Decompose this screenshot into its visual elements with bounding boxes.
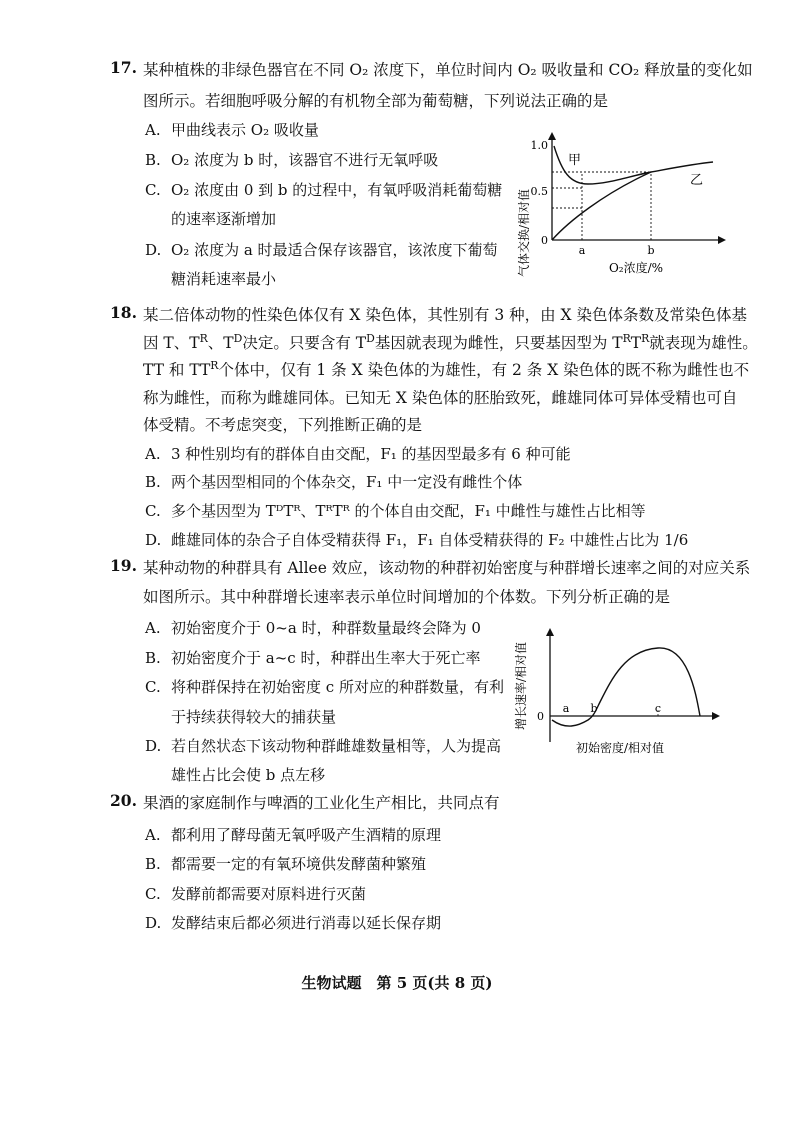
option-b: B. 初始密度介于 a~c 时，种群出生率大于死亡率 — [145, 649, 481, 667]
option-d-continued: 雄性占比会使 b 点左移 — [171, 766, 326, 784]
gas-exchange-figure — [508, 132, 728, 282]
option-a: A. 3 种性别均有的群体自由交配，F₁ 的基因型最多有 6 种可能 — [145, 445, 571, 463]
option-d: D. 若自然状态下该动物种群雌雄数量相等，人为提高 — [145, 737, 502, 755]
x-axis-label: O₂浓度/% — [608, 261, 664, 275]
y-tick: 0.5 — [530, 185, 548, 198]
option-b: B. 两个基因型相同的个体杂交，F₁ 中一定没有雌性个体 — [145, 473, 523, 491]
option-d: D. 发酵结束后都必须进行消毒以延长保存期 — [145, 914, 442, 932]
option-c: C. 将种群保持在初始密度 c 所对应的种群数量，有利 — [145, 678, 504, 696]
option-d: D. O₂ 浓度为 a 时最适合保存该器官，该浓度下葡萄 — [145, 241, 498, 259]
question-stem-line: 如图所示。其中种群增长速率表示单位时间增加的个体数。下列分析正确的是 — [143, 588, 671, 606]
option-c: C. 发酵前都需要对原料进行灭菌 — [145, 885, 367, 903]
option-a: A. 初始密度介于 0~a 时，种群数量最终会降为 0 — [145, 619, 481, 637]
curve-label-yi: 乙 — [690, 173, 704, 188]
question-stem-line: 图所示。若细胞呼吸分解的有机物全部为葡萄糖，下列说法正确的是 — [143, 92, 609, 110]
option-a: A. 都利用了酵母菌无氧呼吸产生酒精的原理 — [145, 826, 442, 844]
x-axis-label: 初始密度/相对值 — [575, 741, 665, 755]
question-stem-line: 因 T、$T^R$、$T^D$决定。只要含有 $T^D$基因就表现为雌性，只要基因型为 $T^RT^R$就表现为雄性。 — [143, 331, 758, 352]
question-stem-line: 果酒的家庭制作与啤酒的工业化生产相比，共同点有 — [143, 794, 500, 812]
option-c: C. O₂ 浓度由 0 到 b 的过程中，有氧呼吸消耗葡萄糖 — [145, 181, 503, 199]
x-tick: a — [578, 244, 586, 257]
option-b: B. O₂ 浓度为 b 时，该器官不进行无氧呼吸 — [145, 151, 439, 169]
origin-label: 0 — [537, 710, 544, 723]
y-tick: 0 — [541, 234, 548, 247]
question-stem-line: TT 和 $TT^R$个体中，仅有 1 条 X 染色体的为雄性，有 2 条 X 染色体的既不称为雌性也不 — [143, 358, 750, 379]
question-number: 17. — [110, 58, 137, 77]
question-stem-line: 称为雌性，而称为雌雄同体。已知无 X 染色体的胚胎致死，雌雄同体可异体受精也可自 — [143, 389, 738, 407]
curve-label-jia: 甲 — [568, 153, 582, 168]
option-c-continued: 的速率逐渐增加 — [171, 210, 277, 228]
option-d: D. 雌雄同体的杂合子自体受精获得 F₁，F₁ 自体受精获得的 F₂ 中雄性占比为 1/6 — [145, 531, 689, 549]
option-c: C. 多个基因型为 TᴰTᴿ、TᴿTᴿ 的个体自由交配，F₁ 中雌性与雄性占比相等 — [145, 502, 646, 520]
option-d-continued: 糖消耗速率最小 — [171, 270, 277, 288]
y-axis-label: 增长速率/相对值 — [514, 641, 528, 731]
point-a: a — [562, 702, 570, 715]
y-axis-label: 气体交换/相对值 — [517, 188, 531, 278]
option-a: A. 甲曲线表示 O₂ 吸收量 — [145, 121, 319, 139]
question-number: 19. — [110, 556, 137, 575]
growth-rate-figure — [508, 626, 728, 758]
point-c: c — [654, 702, 662, 715]
growth-rate-curve — [552, 648, 700, 726]
question-stem-line: 某种动物的种群具有 Allee 效应，该动物的种群初始密度与种群增长速率之间的对应关系 — [143, 559, 751, 577]
page-footer: 生物试题 第 5 页(共 8 页) — [301, 974, 493, 992]
question-number: 20. — [110, 791, 137, 810]
y-tick: 1.0 — [530, 139, 548, 152]
option-c-continued: 于持续获得较大的捕获量 — [171, 708, 337, 726]
x-tick: b — [647, 244, 655, 257]
question-stem-line: 某种植株的非绿色器官在不同 O₂ 浓度下，单位时间内 O₂ 吸收量和 CO₂ 释放量的变化如 — [143, 61, 753, 79]
point-b: b — [590, 702, 598, 715]
option-b: B. 都需要一定的有氧环境供发酵菌种繁殖 — [145, 855, 427, 873]
question-number: 18. — [110, 303, 137, 322]
question-stem-line: 体受精。不考虑突变，下列推断正确的是 — [143, 416, 423, 434]
question-stem-line: 某二倍体动物的性染色体仅有 X 染色体，其性别有 3 种，由 X 染色体条数及常染色体基 — [143, 306, 747, 324]
